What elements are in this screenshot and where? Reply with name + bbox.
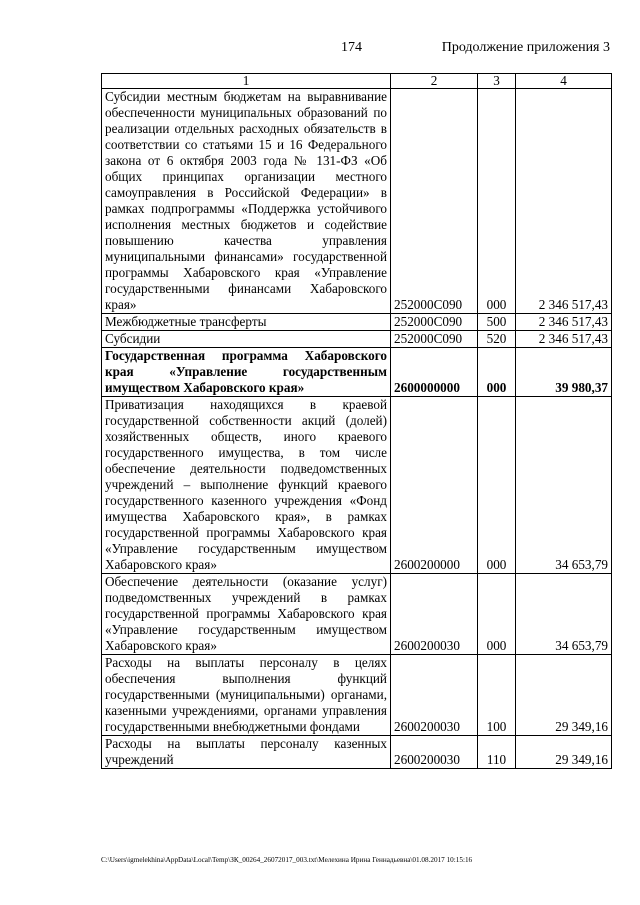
row-name: Субсидии местным бюджетам на выравнивание обеспеченности муниципальных образований по реализации отдельных расходных обязательств в соответствии со статьями 15 и 16 Федерального закона от 6 октября 2003 года № 131-ФЗ «Об общих принципах организации местного самоуправления в Российской Федерации» в рамках подпрограммы «Поддержка устойчивого исполнения местных бюджетов и содействие повышению качества управления муниципальными финансами» государственной программы Хабаровского края «Управление государственными финансами Хабаровского края»: [102, 89, 391, 314]
row-expense-type: 000: [478, 348, 516, 397]
row-expense-type: 500: [478, 314, 516, 331]
column-header-2: 2: [391, 74, 478, 89]
row-expense-type: 000: [478, 89, 516, 314]
table-row: [102, 736, 612, 769]
budget-table: [101, 73, 612, 769]
file-path-footer: C:\Users\igmelekhina\AppData\Local\Temp\ЗК_00264_26072017_003.txt\Мелехина Ирина Геннадьевна\01.08.2017 10:15:16: [101, 856, 473, 864]
row-code: 252000С090: [391, 331, 478, 348]
column-header-1: 1: [102, 74, 391, 89]
row-name: Субсидии: [102, 331, 391, 348]
row-code: 2600200030: [391, 736, 478, 769]
row-amount: 34 653,79: [516, 574, 612, 655]
table-row: [102, 331, 612, 348]
row-name: Расходы на выплаты персоналу в целях обеспечения выполнения функций государственными (муниципальными) органами, казенными учреждениями, органами управления государственными внебюджетными фондами: [102, 655, 391, 736]
row-code: 2600200000: [391, 397, 478, 574]
table-body: [102, 89, 612, 769]
column-header-4: 4: [516, 74, 612, 89]
page-number: 174: [341, 40, 362, 55]
row-name: Государственная программа Хабаровского края «Управление государственным имуществом Хабаровского края»: [102, 348, 391, 397]
row-expense-type: 100: [478, 655, 516, 736]
column-header-3: 3: [478, 74, 516, 89]
row-amount: 39 980,37: [516, 348, 612, 397]
row-name: Обеспечение деятельности (оказание услуг) подведомственных учреждений в рамках государственной программы Хабаровского края «Управление государственным имуществом Хабаровского края»: [102, 574, 391, 655]
row-code: 2600200030: [391, 574, 478, 655]
row-name: Расходы на выплаты персоналу казенных учреждений: [102, 736, 391, 769]
table-row: [102, 397, 612, 574]
row-expense-type: 110: [478, 736, 516, 769]
row-code: 252000С090: [391, 314, 478, 331]
table-row: [102, 314, 612, 331]
row-amount: 2 346 517,43: [516, 314, 612, 331]
row-name: Межбюджетные трансферты: [102, 314, 391, 331]
row-amount: 2 346 517,43: [516, 89, 612, 314]
column-header-row: [102, 74, 612, 89]
row-expense-type: 520: [478, 331, 516, 348]
row-expense-type: 000: [478, 397, 516, 574]
continuation-title: Продолжение приложения 3: [441, 40, 610, 55]
row-expense-type: 000: [478, 574, 516, 655]
row-code: 2600200030: [391, 655, 478, 736]
row-code: 252000С090: [391, 89, 478, 314]
row-code: 2600000000: [391, 348, 478, 397]
table-row: [102, 89, 612, 314]
row-amount: 34 653,79: [516, 397, 612, 574]
row-amount: 29 349,16: [516, 655, 612, 736]
table-row: [102, 348, 612, 397]
row-amount: 2 346 517,43: [516, 331, 612, 348]
table-row: [102, 574, 612, 655]
row-name: Приватизация находящихся в краевой государственной собственности акций (долей) хозяйственных обществ, иного краевого государственного имущества, в том числе обеспечение деятельности подведомственных учреждений – выполнение функций краевого государственного казенного учреждения «Фонд имущества Хабаровского края», в рамках государственной программы Хабаровского края «Управление государственным имуществом Хабаровского края»: [102, 397, 391, 574]
table-row: [102, 655, 612, 736]
row-amount: 29 349,16: [516, 736, 612, 769]
